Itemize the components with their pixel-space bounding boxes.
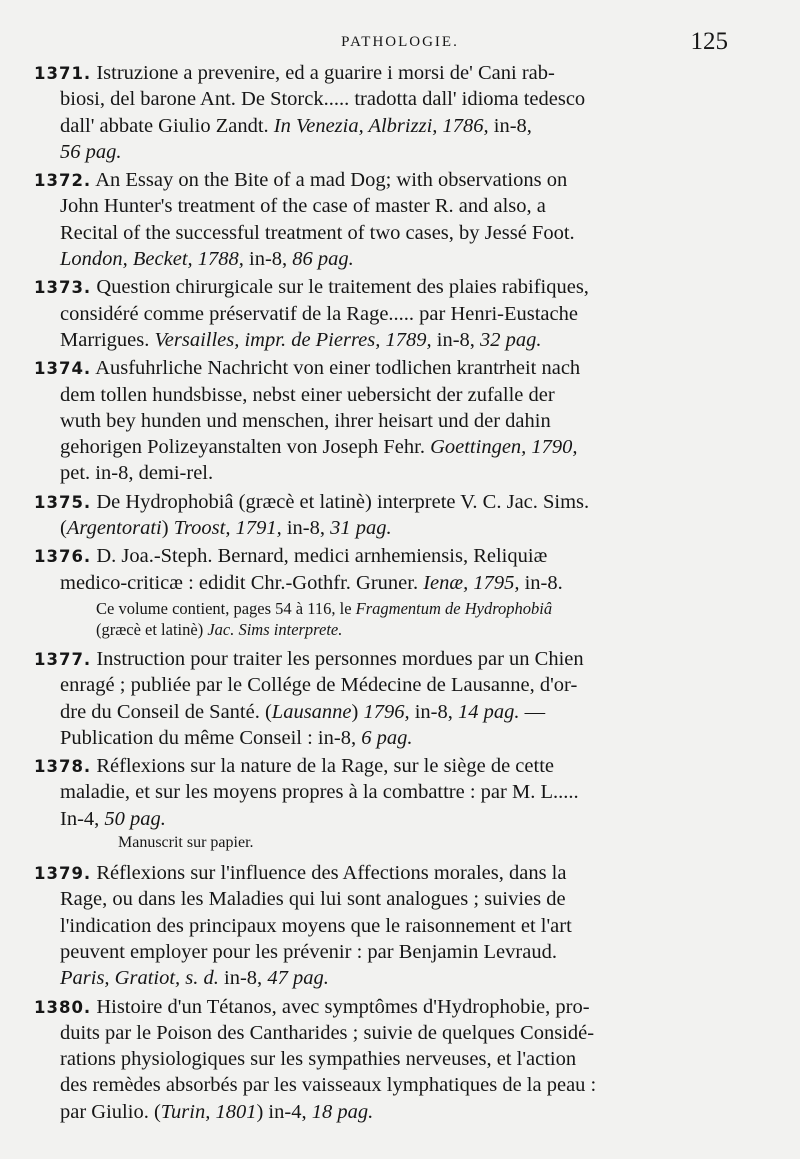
text-segment: par Giulio. ( <box>60 1100 161 1123</box>
entry-line <box>0 806 800 832</box>
note-line <box>0 598 800 619</box>
text-segment: ) <box>351 700 364 723</box>
entry-number: 1374. <box>34 359 92 379</box>
text-segment: (græcè et latinè) <box>96 619 208 639</box>
italic-text: 1796, <box>363 700 410 723</box>
text-segment: in-8. <box>519 571 563 594</box>
italic-text: 18 pag. <box>311 1100 374 1123</box>
text-segment: in-8, <box>431 328 481 351</box>
entry-line <box>0 779 800 805</box>
italic-text: Troost, 1791, <box>173 517 282 540</box>
text-segment: Réflexions sur l'influence des Affections morales, dans la <box>96 862 567 885</box>
entry-note: Manuscrit sur papier. <box>118 834 254 852</box>
text-segment: in-8, <box>409 700 459 723</box>
bibliography-entry <box>0 355 800 486</box>
entry-line <box>0 886 800 912</box>
running-head <box>0 28 800 58</box>
text-segment: An Essay on the Bite of a mad Dog; with observations on <box>95 169 568 192</box>
italic-text: Fragmentum de Hydrophobiâ <box>355 598 553 618</box>
text-segment: Réflexions sur la nature de la Rage, sur le siège de cette <box>96 755 554 778</box>
entry-line <box>0 699 800 725</box>
bibliography-entry <box>0 860 800 991</box>
text-segment: in-8, <box>218 967 268 990</box>
entry-line <box>0 1020 800 1046</box>
bibliography-entries <box>0 60 800 1127</box>
text-segment: wuth bey hunden und menschen, ihrer heisart und der dahin <box>60 409 551 432</box>
text-segment: Question chirurgicale sur le traitement des plaies rabifiques, <box>96 276 589 299</box>
entry-line <box>0 460 800 486</box>
entry-number: 1379. <box>34 864 92 884</box>
entry-line <box>0 167 800 193</box>
text-segment: peuvent employer pour les prévenir : par Benjamin Levraud. <box>60 940 557 963</box>
entry-line <box>0 489 800 515</box>
italic-text: 56 pag. <box>60 140 122 163</box>
text-segment: des remèdes absorbés par les vaisseaux lymphatiques de la peau : <box>60 1074 597 1097</box>
text-segment: ( <box>60 517 67 540</box>
text-segment: Rage, ou dans les Maladies qui lui sont analogues ; suivies de <box>60 888 566 911</box>
text-segment: Istruzione a prevenire, ed a guarire i morsi de' Cani rab- <box>96 62 555 84</box>
entry-number: 1380. <box>34 997 92 1017</box>
text-segment: biosi, del barone Ant. De Storck..... tradotta dall' idioma tedesco <box>60 88 586 111</box>
italic-text: 50 pag. <box>104 807 166 830</box>
entry-line <box>0 1046 800 1072</box>
text-segment: in-8, <box>243 248 293 271</box>
entry-note <box>0 598 800 640</box>
italic-text: 31 pag. <box>330 517 392 540</box>
bibliography-entry <box>0 994 800 1125</box>
entry-line <box>0 382 800 408</box>
entry-line <box>0 246 800 272</box>
text-segment: — <box>519 700 546 723</box>
italic-text: Turin, 1801 <box>160 1100 257 1123</box>
text-segment: Histoire d'un Tétanos, avec symptômes d'Hydrophobie, pro- <box>96 995 590 1018</box>
text-segment: rations physiologiques sur les sympathies nerveuses, et l'action <box>60 1048 577 1071</box>
italic-text: Goettingen, 1790, <box>430 436 578 459</box>
entry-line <box>0 301 800 327</box>
text-segment: gehorigen Polizeyanstalten von Joseph Fehr. <box>60 436 431 459</box>
italic-text: Versailles, impr. de Pierres, 1789, <box>154 328 432 351</box>
text-segment: Instruction pour traiter les personnes mordues par un Chien <box>96 647 584 670</box>
text-segment: pet. in-8, demi-rel. <box>60 462 214 485</box>
text-segment: dre du Conseil de Santé. ( <box>60 700 272 723</box>
entry-number: 1373. <box>34 278 92 298</box>
entry-line <box>0 408 800 434</box>
text-segment: Publication du même Conseil : in-8, <box>60 726 362 749</box>
italic-text: London, Becket, 1788, <box>60 248 244 271</box>
entry-line <box>0 86 800 112</box>
bibliography-entry <box>0 274 800 353</box>
bibliography-entry <box>0 753 800 854</box>
text-segment: in-8, <box>488 114 532 137</box>
text-segment: dem tollen hundsbisse, nebst einer uebersicht der zufalle der <box>60 383 555 406</box>
text-segment: medico-criticæ : edidit Chr.-Gothfr. Gruner. <box>60 571 424 594</box>
italic-text: Argentorati <box>66 517 162 540</box>
entry-line <box>0 543 800 569</box>
italic-text: Jac. Sims interprete. <box>207 619 343 639</box>
text-segment: D. Joa.-Steph. Bernard, medici arnhemiensis, Reliquiæ <box>96 545 548 568</box>
text-segment: enragé ; publiée par le Collége de Médecine de Lausanne, d'or- <box>60 674 578 697</box>
italic-text: 86 pag. <box>292 248 354 271</box>
italic-text: 47 pag. <box>267 967 329 990</box>
text-segment: in-8, <box>281 517 331 540</box>
entry-line <box>0 434 800 460</box>
entry-line <box>0 913 800 939</box>
italic-text: 6 pag. <box>361 726 413 749</box>
text-segment: De Hydrophobiâ (græcè et latinè) interprete V. C. Jac. Sims. <box>96 490 590 513</box>
entry-line <box>0 753 800 779</box>
note-line <box>0 619 800 640</box>
entry-number: 1371. <box>34 64 92 83</box>
entry-line <box>0 939 800 965</box>
entry-line <box>0 139 800 165</box>
bibliography-entry <box>0 543 800 640</box>
bibliography-entry <box>0 60 800 165</box>
entry-line <box>0 60 800 86</box>
text-segment: dall' abbate Giulio Zandt. <box>60 114 274 137</box>
entry-line <box>0 725 800 751</box>
text-segment: Recital of the successful treatment of two cases, by Jessé Foot. <box>60 221 575 244</box>
entry-line <box>0 1072 800 1098</box>
italic-text: 32 pag. <box>480 328 542 351</box>
entry-line <box>0 327 800 353</box>
entry-line <box>0 570 800 596</box>
text-segment: ) <box>161 517 174 540</box>
text-segment: l'indication des principaux moyens que le raisonnement et l'art <box>60 914 572 937</box>
italic-text: In Venezia, Albrizzi, 1786, <box>273 114 489 137</box>
text-segment: Ce volume contient, pages 54 à 116, le <box>96 598 356 618</box>
entry-number: 1378. <box>34 757 92 777</box>
text-segment: duits par le Poison des Cantharides ; suivie de quelques Considé- <box>60 1021 595 1044</box>
entry-number: 1375. <box>34 492 92 512</box>
entry-number: 1376. <box>34 547 92 567</box>
entry-line <box>0 1099 800 1125</box>
entry-line <box>0 355 800 381</box>
text-segment: John Hunter's treatment of the case of master R. and also, a <box>60 195 546 218</box>
page-number: 125 <box>690 28 728 55</box>
bibliography-entry <box>0 489 800 542</box>
entry-line <box>0 646 800 672</box>
entry-line <box>0 965 800 991</box>
entry-line <box>0 672 800 698</box>
entry-line <box>0 193 800 219</box>
running-title: PATHOLOGIE. <box>341 34 459 50</box>
text-segment: Ausfuhrliche Nachricht von einer todlichen krantrheit nach <box>95 357 581 380</box>
entry-line <box>0 860 800 886</box>
italic-text: 14 pag. <box>458 700 520 723</box>
bibliography-entry <box>0 646 800 751</box>
italic-text: Lausanne <box>271 700 352 723</box>
entry-number: 1377. <box>34 649 92 669</box>
entry-line <box>0 220 800 246</box>
bibliography-entry <box>0 167 800 272</box>
entry-line <box>0 274 800 300</box>
italic-text: Paris, Gratiot, s. d. <box>60 967 219 990</box>
entry-line <box>0 113 800 139</box>
text-segment: maladie, et sur les moyens propres à la combattre : par M. L..... <box>60 781 579 804</box>
italic-text: Ienæ, 1795, <box>423 571 520 594</box>
text-segment: considéré comme préservatif de la Rage..... par Henri-Eustache <box>60 302 578 325</box>
entry-number: 1372. <box>34 171 92 191</box>
entry-line <box>0 515 800 541</box>
text-segment: ) in-4, <box>256 1100 312 1123</box>
entry-line <box>0 994 800 1020</box>
text-segment: Marrigues. <box>60 328 155 351</box>
text-segment: In-4, <box>60 807 105 830</box>
